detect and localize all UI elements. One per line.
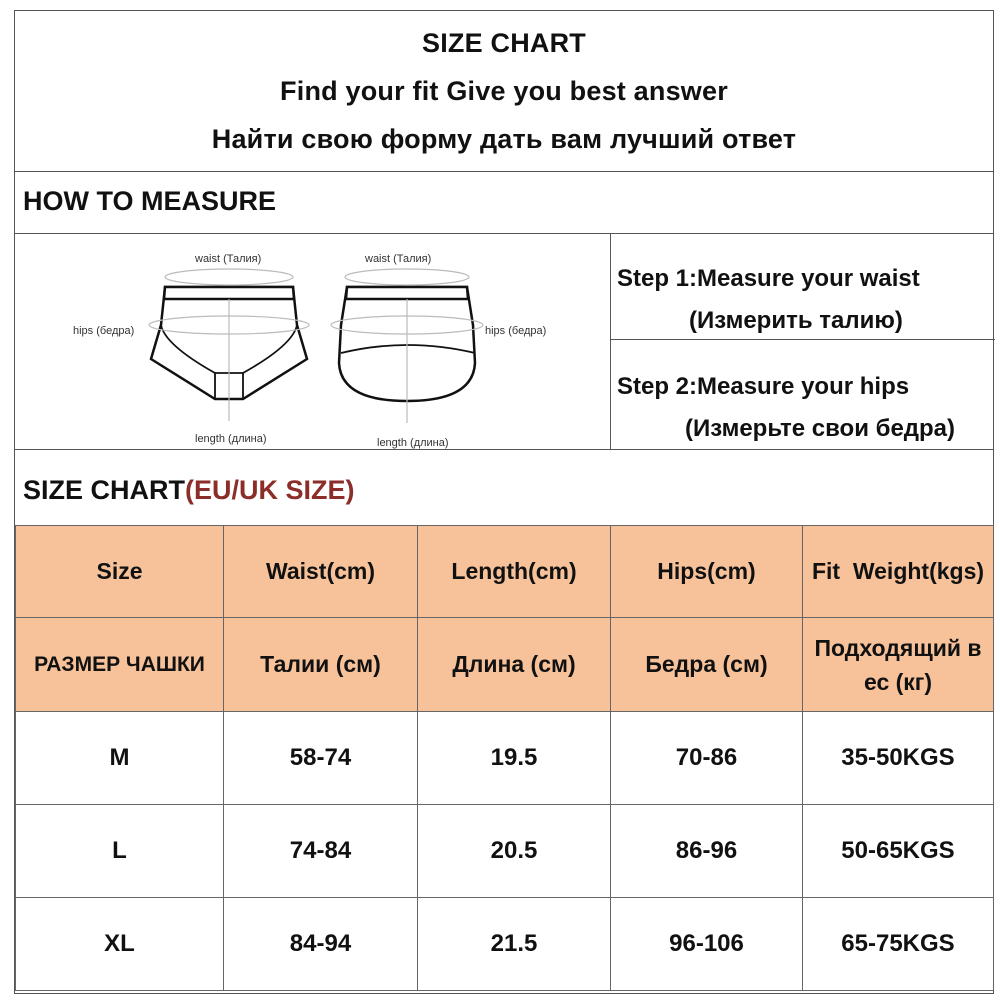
table-header-row-russian xyxy=(16,618,994,712)
size-chart-heading xyxy=(23,475,355,506)
column-header: Длина (см) xyxy=(418,618,611,712)
subtitle-english: Find your fit Give you best answer xyxy=(280,76,728,106)
subtitle-russian: Найти свою форму дать вам лучший ответ xyxy=(211,124,797,154)
table-row xyxy=(16,898,994,991)
divider xyxy=(15,449,993,450)
waist-label: waist (Талия) xyxy=(365,253,432,265)
table-cell: 20.5 xyxy=(418,805,611,898)
hips-label: hips (бедра) xyxy=(73,325,135,337)
length-label: length (длина) xyxy=(377,437,449,449)
hips-label: hips (бедра) xyxy=(485,325,547,337)
page-title: SIZE CHART xyxy=(422,28,586,58)
table-cell: 21.5 xyxy=(418,898,611,991)
size-chart-heading-text: SIZE CHART xyxy=(23,475,185,505)
column-header: Size xyxy=(16,526,224,618)
table-cell: 50-65KGS xyxy=(803,805,994,898)
briefs-diagram-illustration xyxy=(15,233,610,449)
how-to-measure-section xyxy=(15,233,993,449)
column-header: Подходящий в ес (кг) xyxy=(803,618,994,712)
table-cell: 74-84 xyxy=(224,805,418,898)
divider xyxy=(15,171,993,172)
table-cell: 58-74 xyxy=(224,712,418,805)
table-cell: 84-94 xyxy=(224,898,418,991)
size-chart-sheet xyxy=(14,10,994,994)
table-cell: 19.5 xyxy=(418,712,611,805)
step-1-line2: (Измерить талию) xyxy=(689,307,903,334)
table-cell: 35-50KGS xyxy=(803,712,994,805)
column-header: Fit Weight(kgs) xyxy=(803,526,994,618)
step-2-line1: Step 2:Measure your hips xyxy=(617,373,910,400)
step-separator xyxy=(611,339,995,340)
table-cell: L xyxy=(16,805,224,898)
table-cell: 65-75KGS xyxy=(803,898,994,991)
column-header: Hips(cm) xyxy=(611,526,803,618)
column-header: Талии (см) xyxy=(224,618,418,712)
size-chart-heading-accent: (EU/UK SIZE) xyxy=(185,475,355,505)
table-cell: 96-106 xyxy=(611,898,803,991)
table-cell: XL xyxy=(16,898,224,991)
measurement-figures xyxy=(15,233,610,449)
size-table xyxy=(15,525,994,991)
table-row xyxy=(16,805,994,898)
waist-label: waist (Талия) xyxy=(195,253,262,265)
how-to-measure-heading: HOW TO MEASURE xyxy=(23,186,277,216)
column-header: Waist(cm) xyxy=(224,526,418,618)
length-label: length (длина) xyxy=(195,433,267,445)
table-cell: 86-96 xyxy=(611,805,803,898)
step-2-line2: (Измерьте свои бедра) xyxy=(685,415,956,442)
title-block xyxy=(15,11,993,171)
step-1-line1: Step 1:Measure your waist xyxy=(617,265,920,292)
table-row xyxy=(16,712,994,805)
column-header: РАЗМЕР ЧАШКИ xyxy=(16,618,224,712)
table-cell: M xyxy=(16,712,224,805)
table-header-row-english xyxy=(16,526,994,618)
table-cell: 70-86 xyxy=(611,712,803,805)
vertical-divider xyxy=(610,233,611,449)
column-header: Length(cm) xyxy=(418,526,611,618)
column-header: Бедра (см) xyxy=(611,618,803,712)
